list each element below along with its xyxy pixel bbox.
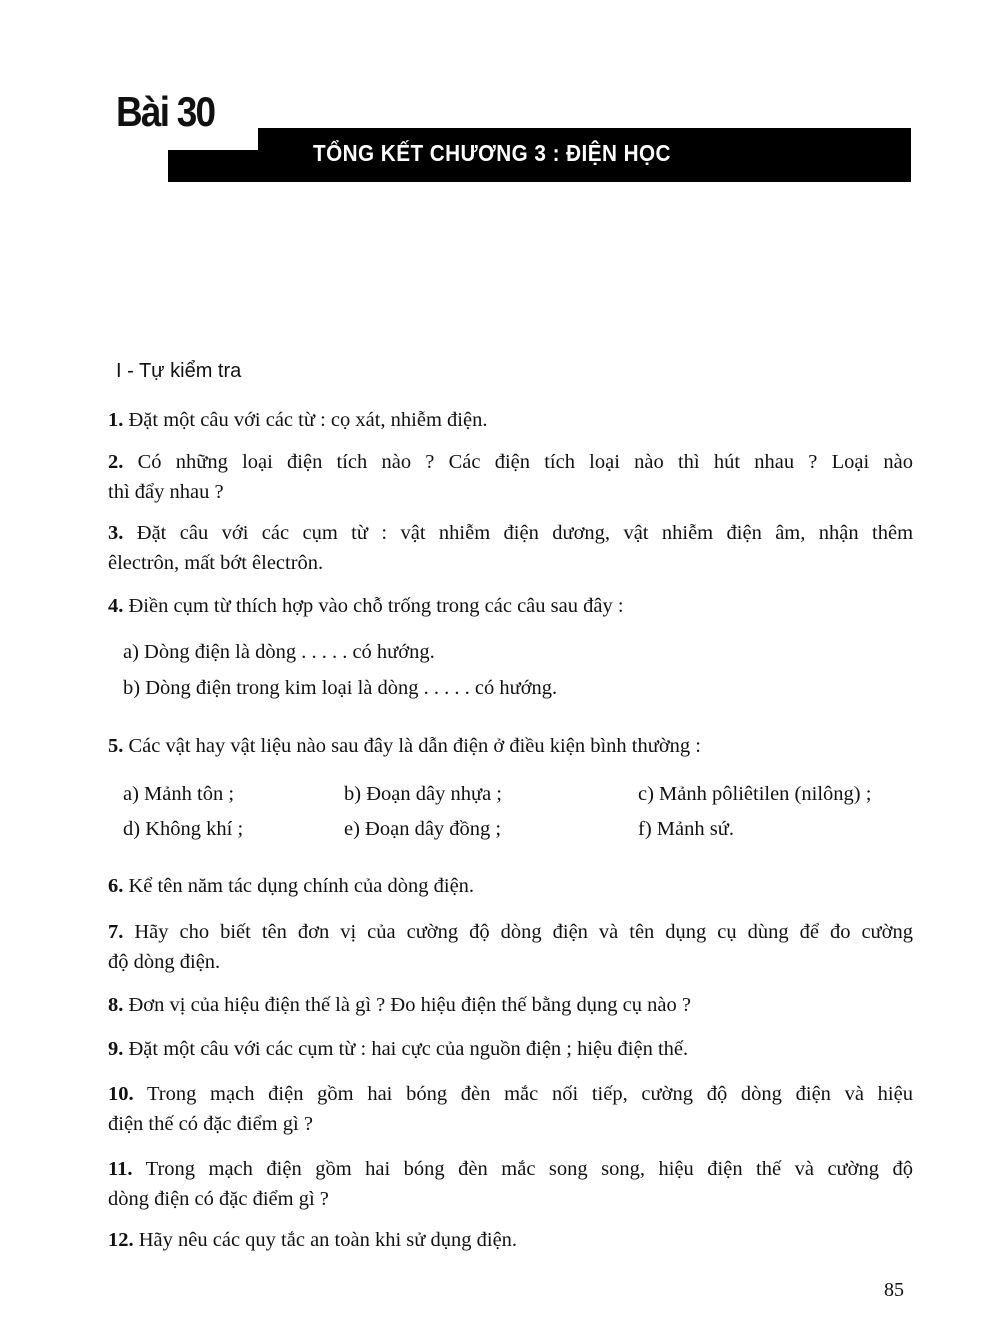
section-heading: I - Tự kiểm tra xyxy=(116,360,242,382)
question-1 xyxy=(108,408,487,432)
question-number: 4. xyxy=(108,595,124,617)
sub-question-a: a) Dòng điện là dòng . . . . . có hướng. xyxy=(123,641,435,663)
question-8 xyxy=(108,993,691,1017)
question-11 xyxy=(108,1157,913,1181)
question-text: Các vật hay vật liệu nào sau đây là dẫn điện ở điều kiện bình thường : xyxy=(128,735,701,757)
question-4 xyxy=(108,594,624,618)
question-text: Trong mạch điện gồm hai bóng đèn mắc song song, hiệu điện thế và cường độ xyxy=(145,1158,913,1180)
question-text: Đặt câu với các cụm từ : vật nhiễm điện dương, vật nhiễm điện âm, nhận thêm xyxy=(136,522,914,544)
question-number: 11. xyxy=(108,1158,133,1180)
question-number: 2. xyxy=(108,451,124,473)
question-6 xyxy=(108,874,474,898)
question-text-cont: độ dòng điện. xyxy=(108,951,221,973)
question-text: Trong mạch điện gồm hai bóng đèn mắc nối tiếp, cường độ dòng điện và hiệu xyxy=(146,1083,913,1105)
option-d: d) Không khí ; xyxy=(123,818,244,840)
question-12 xyxy=(108,1228,517,1252)
question-5 xyxy=(108,734,701,758)
option-b: b) Đoạn dây nhựa ; xyxy=(344,783,502,805)
question-text: Kể tên năm tác dụng chính của dòng điện. xyxy=(128,875,475,897)
chapter-title: TỔNG KẾT CHƯƠNG 3 : ĐIỆN HỌC xyxy=(313,140,671,166)
option-a: a) Mảnh tôn ; xyxy=(123,783,235,805)
question-text: Đặt một câu với các cụm từ : hai cực của nguồn điện ; hiệu điện thế. xyxy=(128,1038,689,1060)
sub-question-b: b) Dòng điện trong kim loại là dòng . . . . . có hướng. xyxy=(123,677,558,699)
question-7 xyxy=(108,920,913,944)
question-10 xyxy=(108,1082,913,1106)
option-f: f) Mảnh sứ. xyxy=(638,818,734,840)
question-number: 12. xyxy=(108,1229,134,1251)
lesson-number: Bài 30 xyxy=(116,88,215,135)
question-2 xyxy=(108,450,913,474)
question-9 xyxy=(108,1037,688,1061)
option-c: c) Mảnh pôliêtilen (nilông) ; xyxy=(638,783,872,805)
question-text: Hãy nêu các quy tắc an toàn khi sử dụng điện. xyxy=(138,1229,518,1251)
question-text-cont: thì đẩy nhau ? xyxy=(108,481,224,503)
question-number: 8. xyxy=(108,994,124,1016)
question-text: Điền cụm từ thích hợp vào chỗ trống trong các câu sau đây : xyxy=(128,595,624,617)
question-number: 5. xyxy=(108,735,124,757)
question-3 xyxy=(108,521,913,545)
question-text: Hãy cho biết tên đơn vị của cường độ dòng điện và tên dụng cụ dùng để đo cường xyxy=(134,921,913,943)
question-number: 3. xyxy=(108,522,124,544)
question-text-cont: êlectrôn, mất bớt êlectrôn. xyxy=(108,552,324,574)
page-number: 85 xyxy=(884,1279,904,1301)
option-e: e) Đoạn dây đồng ; xyxy=(344,818,502,840)
question-text: Đặt một câu với các từ : cọ xát, nhiễm điện. xyxy=(128,409,488,431)
question-number: 10. xyxy=(108,1083,134,1105)
question-number: 6. xyxy=(108,875,124,897)
question-text: Đơn vị của hiệu điện thế là gì ? Đo hiệu điện thế bằng dụng cụ nào ? xyxy=(128,994,691,1016)
question-text-cont: điện thế có đặc điểm gì ? xyxy=(108,1113,313,1135)
question-number: 7. xyxy=(108,921,124,943)
question-number: 1. xyxy=(108,409,124,431)
question-number: 9. xyxy=(108,1038,124,1060)
question-text-cont: dòng điện có đặc điểm gì ? xyxy=(108,1188,329,1210)
question-text: Có những loại điện tích nào ? Các điện tích loại nào thì hút nhau ? Loại nào xyxy=(137,451,913,473)
